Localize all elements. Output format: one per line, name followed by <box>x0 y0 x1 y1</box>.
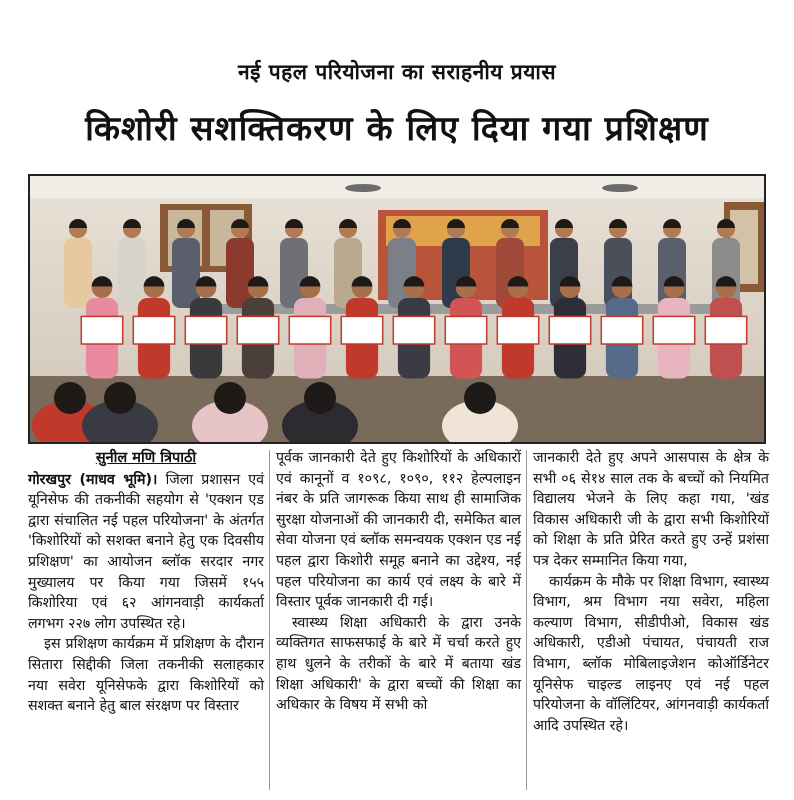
certificate <box>653 316 694 344</box>
certificate <box>601 316 642 344</box>
main-headline: किशोरी सशक्तिकरण के लिए दिया गया प्रशिक्षण <box>85 109 709 149</box>
column-rule <box>526 450 527 790</box>
certificate <box>445 316 486 344</box>
certificate <box>133 316 174 344</box>
certificate <box>705 316 746 344</box>
paragraph: जानकारी देते हुए अपने आसपास के क्षेत्र के सभी ०६ से१४ साल तक के बच्चों को नियमित विद्यालय भेजने के लिए कहा गया, 'खंड विकास अधिकारी जी के द्वारा सभी किशोरियों को शिक्षा के प्रति प्रेरित करते हुए उन्हें प्रशंसा पत्र देकर सम्मानित किया गया, <box>533 450 769 569</box>
paragraph: स्वास्थ्य शिक्षा अधिकारी के द्वारा उनके व्यक्तिगत साफसफाई के बारे में चर्चा करते हुए हाथ धुलने के तरीकों के बारे में बताया खंड शिक्षा अधिकारी' के द्वारा बच्चों की शिक्षा का अधिकार के विषय में सभी को <box>276 614 521 714</box>
certificate <box>393 316 434 344</box>
paragraph: पूर्वक जानकारी देते हुए किशोरियों के अधिकारों एवं कानूनों व १०९८, १०९०, ११२ हेल्पलाइन नंबर के प्रति जागरूक किया साथ ही सामाजिक सुरक्षा योजनाओं की जानकारी दी, समेकित बाल सेवा योजना एवं ब्लॉक समन्वयक एक्शन एड नई पहल द्वारा किशोरी समूह बनाने का उद्देश्य, नई पहल परियोजना का कार्य एवं लक्ष्य के बारे में विस्तार पूर्वक जानकारी दी गई। <box>276 450 521 611</box>
article-column-1 <box>28 448 264 717</box>
paragraph: जिला प्रशासन एवं यूनिसेफ की तकनीकी सहयोग से 'एक्शन एड द्वारा संचालित नई पहल परियोजना' के अंतर्गत 'किशोरियों को सशक्त बनाने हेतु एक दिवसीय प्रशिक्षण' का आयोजन ब्लॉक सरदार नगर मुख्यालय पर किया गया जिसमें १५५ किशोरिया एवं ६२ आंगनवाड़ी कार्यकर्ता लगभग २२७ लोग उपस्थित रहे। <box>28 471 265 632</box>
news-photo <box>28 174 766 444</box>
certificate <box>237 316 278 344</box>
dateline: गोरखपुर (माधव भूमि)। <box>28 471 158 488</box>
certificate <box>185 316 226 344</box>
certificate <box>289 316 330 344</box>
byline: सुनील मणि त्रिपाठी <box>95 450 197 466</box>
certificate <box>497 316 538 344</box>
paragraph: कार्यक्रम के मौके पर शिक्षा विभाग, स्वास्थ्य विभाग, श्रम विभाग नया सवेरा, महिला कल्याण विभाग, सीडीपीओ, विकास खंड अधिकारी, एडीओ पंचायत, पंचायती राज विभाग, ब्लॉक मोबिलाइजेशन कोऑर्डिनेटर यूनिसेफ चाइल्ड लाइनए एवं नई पहल परियोजना के वॉलिंटियर, आंगनवाड़ी कार्यकर्ता आदि उपस्थित रहे। <box>533 573 769 734</box>
kicker-headline: नई पहल परियोजना का सराहनीय प्रयास <box>237 60 557 84</box>
certificate <box>81 316 122 344</box>
article-column-3 <box>533 448 769 736</box>
article-column-2 <box>276 448 521 716</box>
certificate <box>341 316 382 344</box>
paragraph: इस प्रशिक्षण कार्यक्रम में प्रशिक्षण के दौरान सितारा सिद्दीकी जिला तकनीकी सलाहकार नया सवेरा यूनिसेफके द्वारा किशोरियों को सशक्त बनाने हेतु बाल संरक्षण पर विस्तार <box>28 636 264 715</box>
group-photo <box>30 176 764 442</box>
certificate <box>549 316 590 344</box>
column-rule <box>269 450 270 790</box>
